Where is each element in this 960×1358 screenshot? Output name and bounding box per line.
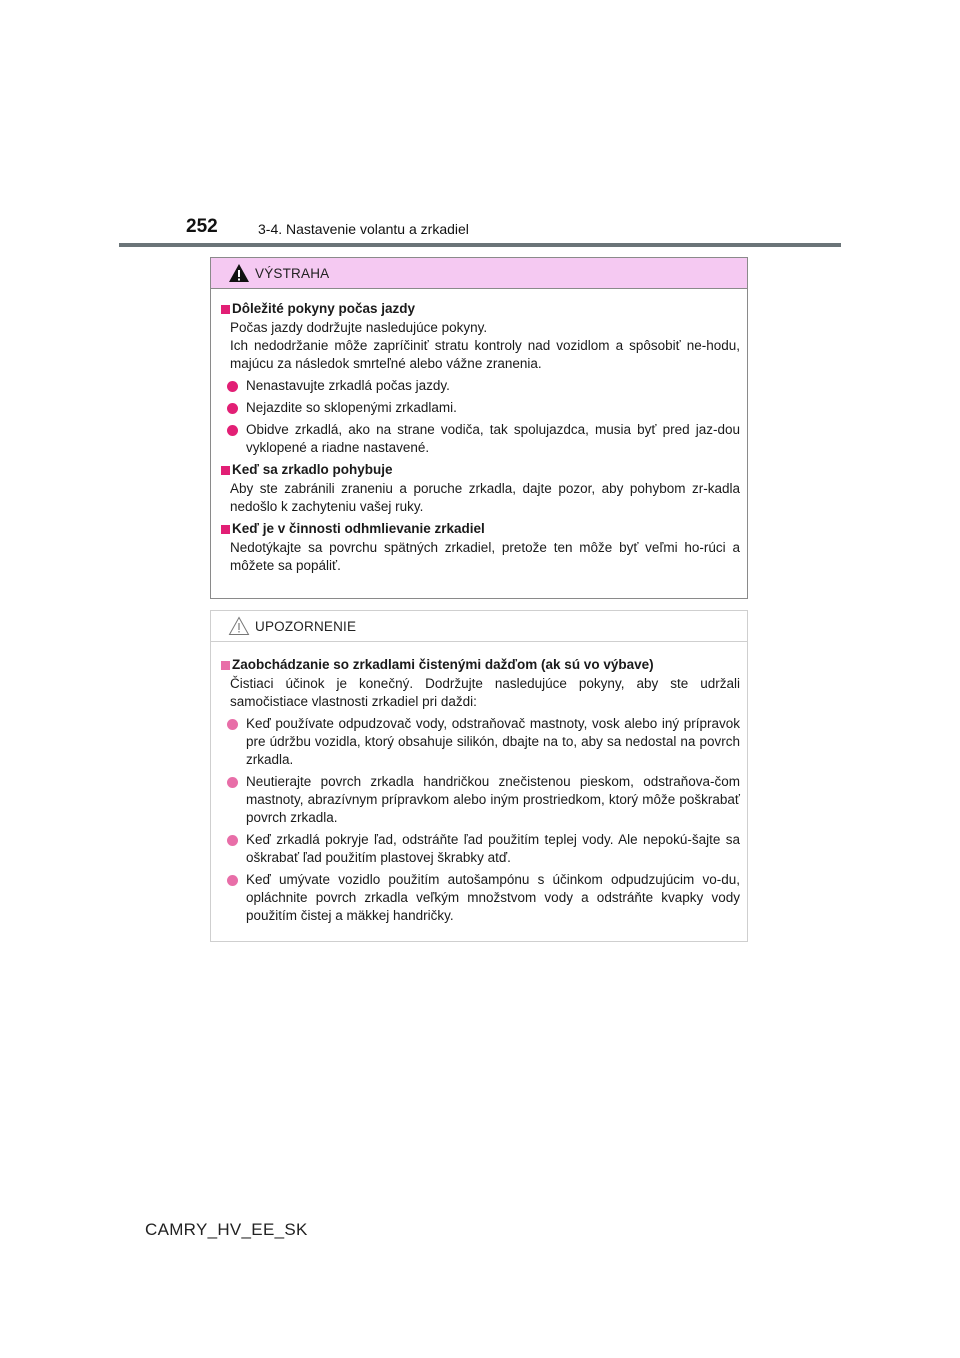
page-number: 252 — [186, 216, 218, 237]
circle-bullet-icon — [227, 381, 238, 392]
warning-para: Nedotýkajte sa povrchu spätných zrkadiel, pretože ten môže byť veľmi ho-rúci a môžete sa popáliť. — [230, 540, 740, 573]
caution-heading: Zaobchádzanie so zrkadlami čistenými dažďom (ak sú vo výbave) — [221, 656, 740, 674]
circle-bullet-icon — [227, 425, 238, 436]
caution-bullet: Keď zrkadlá pokryje ľad, odstráňte ľad použitím teplej vody. Ale nepokú-šajte sa oškrabať ľad použitím plastovej škrabky atď. — [224, 831, 740, 867]
caution-header — [211, 611, 747, 642]
warning-header — [211, 258, 747, 289]
circle-bullet-icon — [227, 719, 238, 730]
warning-body — [211, 289, 747, 575]
section-title: 3-4. Nastavenie volantu a zrkadiel — [258, 221, 469, 237]
warning-label: VÝSTRAHA — [255, 266, 330, 281]
caution-box — [210, 610, 748, 942]
caution-para: Čistiaci účinok je konečný. Dodržujte nasledujúce pokyny, aby ste udržali samočistiace vlastnosti zrkadiel pri daždi: — [230, 676, 740, 709]
document-code: CAMRY_HV_EE_SK — [145, 1220, 308, 1239]
caution-bullet: Neutierajte povrch zrkadla handričkou znečistenou pieskom, odstraňova-čom mastnoty, abrazívnym prípravkom alebo iným prostriedkom, ktorý môže poškrabať povrch zrkadla. — [224, 773, 740, 827]
caution-bullet: Keď umývate vozidlo použitím autošampónu s účinkom odpudzujúcim vo-du, opláchnite povrch zrkadla veľkým množstvom vody a odstráňte kvapky vody použitím čistej a mäkkej handričky. — [224, 871, 740, 925]
circle-bullet-icon — [227, 835, 238, 846]
warning-box — [210, 257, 748, 599]
square-bullet-icon — [221, 661, 230, 670]
circle-bullet-icon — [227, 403, 238, 414]
warning-bullet: Nejazdite so sklopenými zrkadlami. — [224, 399, 740, 417]
warning-para: Počas jazdy dodržujte nasledujúce pokyny. Ich nedodržanie môže zapríčiniť stratu kontroly nad vozidlom a spôsobiť ne-hodu, majúcu za následok smrteľné alebo vážne zranenia. — [230, 320, 740, 371]
header-rule — [119, 243, 841, 247]
warning-icon — [228, 263, 250, 283]
caution-bullet: Keď používate odpudzovač vody, odstraňovač mastnoty, vosk alebo iný prípravok pre údržbu vozidla, ktorý obsahuje silikón, dbajte na to, aby sa nedostal na povrch zrkadla. — [224, 715, 740, 769]
warning-heading: Dôležité pokyny počas jazdy — [221, 300, 740, 318]
square-bullet-icon — [221, 305, 230, 314]
warning-heading: Keď je v činnosti odhmlievanie zrkadiel — [221, 520, 740, 538]
caution-icon — [228, 616, 250, 636]
circle-bullet-icon — [227, 875, 238, 886]
square-bullet-icon — [221, 466, 230, 475]
warning-bullet: Nenastavujte zrkadlá počas jazdy. — [224, 377, 740, 395]
square-bullet-icon — [221, 525, 230, 534]
caution-body — [211, 642, 747, 925]
warning-heading: Keď sa zrkadlo pohybuje — [221, 461, 740, 479]
circle-bullet-icon — [227, 777, 238, 788]
warning-para: Aby ste zabránili zraneniu a poruche zrkadla, dajte pozor, aby pohybom zr-kadla nedošlo k zachyteniu vašej ruky. — [230, 481, 740, 514]
caution-label: UPOZORNENIE — [255, 619, 357, 634]
warning-bullet: Obidve zrkadlá, ako na strane vodiča, tak spolujazdca, musia byť pred jaz-dou vyklopené a riadne nastavené. — [224, 421, 740, 457]
